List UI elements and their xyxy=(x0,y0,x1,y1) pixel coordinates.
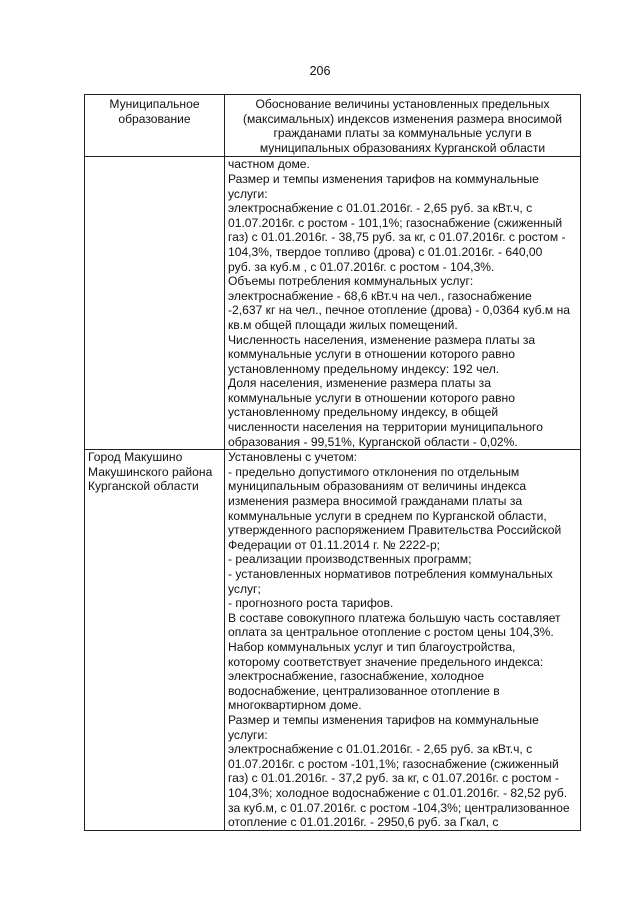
text-line: - установленных нормативов потребления коммунальных xyxy=(228,567,553,581)
header-justification-cell xyxy=(225,95,581,157)
row2-justification-cell xyxy=(225,450,581,830)
municipality-name-line: Курганской области xyxy=(88,479,199,494)
header-municipality-cell xyxy=(85,95,225,157)
text-line: частном доме. xyxy=(228,157,310,172)
text-line: 01.07.2016г. с ростом -101,1%; газоснабжение (сжиженный xyxy=(228,756,559,771)
text-line: водоснабжение, централизованное отопление в xyxy=(228,683,500,698)
text-line: электроснабжение с 01.01.2016г. - 2,65 руб. за кВт.ч, с xyxy=(228,201,533,216)
row1-municipality-cell xyxy=(85,157,225,450)
text-line: Набор коммунальных услуг и тип благоустройства, xyxy=(228,639,516,654)
text-line: Численность населения, изменение размера платы за xyxy=(228,332,536,347)
text-line: услуг; xyxy=(228,581,261,596)
text-line: В составе совокупного платежа большую часть составляет xyxy=(228,610,561,625)
text-line: коммунальные услуги в отношении которого равно xyxy=(228,390,515,405)
tariff-justification-table xyxy=(84,94,581,831)
header-col1-line: Муниципальное xyxy=(109,97,200,111)
text-line: кв.м общей площади жилых помещений. xyxy=(228,317,458,332)
text-line: Размер и темпы изменения тарифов на коммунальные xyxy=(228,171,539,186)
text-line: 104,3%, твердое топливо (дрова) с 01.01.2016г. - 640,00 xyxy=(228,244,543,259)
text-line: газ) с 01.01.2016г. - 37,2 руб. за кг, с 01.07.2016г. с ростом - xyxy=(228,771,559,786)
text-line: - реализации производственных программ; xyxy=(228,552,472,567)
text-line: численности населения на территории муниципального xyxy=(228,420,543,435)
text-line: газ) с 01.01.2016г. - 38,75 руб. за кг, с 01.07.2016г. с ростом - xyxy=(228,230,566,245)
row2-municipality-cell xyxy=(85,450,225,830)
text-line: 01.07.2016г. с ростом - 101,1%; газоснабжение (сжиженный xyxy=(228,215,563,230)
text-line: - прогнозного роста тарифов. xyxy=(228,596,394,611)
header-col2-line: Обоснование величины установленных предельных xyxy=(255,97,550,111)
header-col2-line: (максимальных) индексов изменения размера вносимой xyxy=(242,111,563,126)
municipality-name-line: Город Макушино xyxy=(88,450,183,465)
text-line: оплата за центральное отопление с ростом цены 104,3%. xyxy=(228,625,554,640)
table-row xyxy=(85,450,581,830)
text-line: коммунальные услуги в среднем по Курганской области, xyxy=(228,508,547,523)
text-line: которому соответствует значение предельного индекса: xyxy=(228,654,544,669)
text-line: изменения размера вносимой гражданами платы за xyxy=(228,494,523,509)
text-line: Размер и темпы изменения тарифов на коммунальные xyxy=(228,712,539,727)
text-line: - предельно допустимого отклонения по отдельным xyxy=(228,464,520,479)
municipality-name-line: Макушинского района xyxy=(88,464,213,479)
text-line: многоквартирном доме. xyxy=(228,698,362,713)
header-col1-line: образование xyxy=(118,111,191,126)
text-line: установленному предельному индексу: 192 чел. xyxy=(228,361,500,376)
table-header-row xyxy=(85,95,581,157)
text-line: образования - 99,51%, Курганской области - 0,02%. xyxy=(228,434,518,449)
header-col2-line: гражданами платы за коммунальные услуги в xyxy=(273,126,532,141)
text-line: Объемы потребления коммунальных услуг: xyxy=(228,274,474,289)
header-col2-line: муниципальных образованиях Курганской области xyxy=(259,140,546,155)
text-line: электроснабжение с 01.01.2016г. - 2,65 руб. за кВт.ч, с xyxy=(228,742,533,757)
text-line: установленному предельному индексу, в общей xyxy=(228,405,499,420)
text-line: электроснабжение - 68,6 кВт.ч на чел., газоснабжение xyxy=(228,288,532,303)
text-line: коммунальные услуги в отношении которого равно xyxy=(228,347,515,362)
row1-justification-cell xyxy=(225,157,581,450)
text-line: утвержденного распоряжением Правительства Российской xyxy=(228,523,562,538)
text-line: электроснабжение, газоснабжение, холодное xyxy=(228,669,485,684)
page-number: 206 xyxy=(309,64,331,78)
text-line: 104,3%; холодное водоснабжение с 01.01.2016г. - 82,52 руб. xyxy=(228,785,568,800)
text-line: услуги: xyxy=(228,186,268,201)
text-line: Установлены с учетом: xyxy=(228,450,357,465)
text-line: услуги: xyxy=(228,727,268,742)
text-line: отопление с 01.01.2016г. - 2950,6 руб. за Гкал, с xyxy=(228,815,499,830)
text-line: муниципальным образованиям от величины индекса xyxy=(228,479,527,494)
text-line: руб. за куб.м , с 01.07.2016г. с ростом - 104,3%. xyxy=(228,259,495,274)
table-row xyxy=(85,157,581,450)
text-line: Доля населения, изменение размера платы за xyxy=(228,376,491,391)
text-line: -2,637 кг на чел., печное отопление (дрова) - 0,0364 куб.м на xyxy=(228,303,570,318)
text-line: за куб.м, с 01.07.2016г. с ростом -104,3%; централизованное xyxy=(228,800,570,815)
text-line: Федерации от 01.11.2014 г. № 2222-р; xyxy=(228,537,441,552)
